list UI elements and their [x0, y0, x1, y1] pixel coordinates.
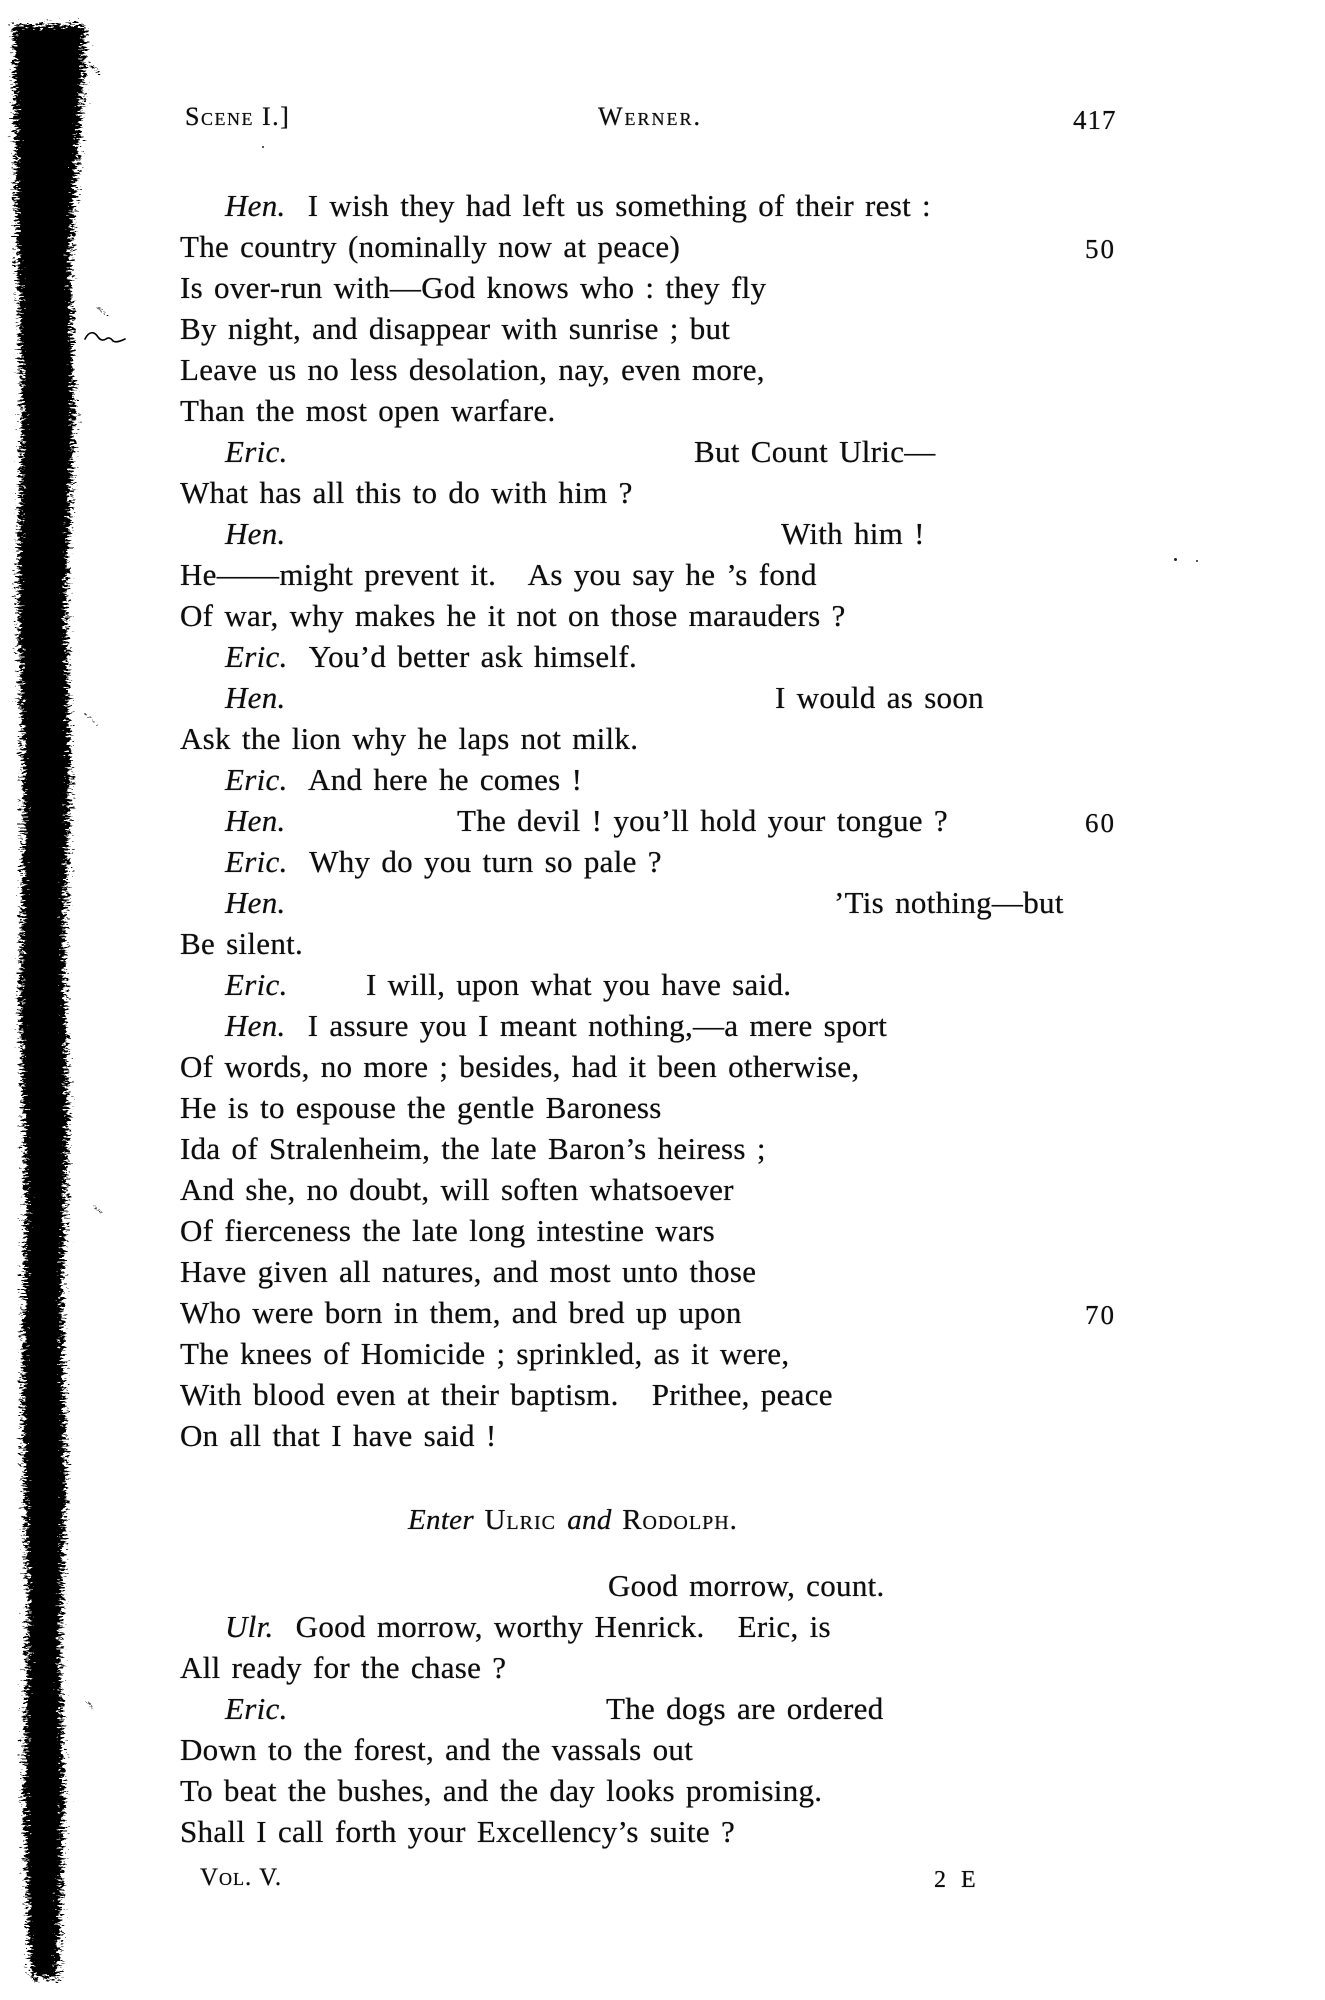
speaker-label: Eric.: [225, 434, 288, 469]
verse-text: I assure you I meant nothing,—a mere sport: [285, 1008, 888, 1043]
speaker-label: Hen.: [225, 516, 286, 551]
header-page-number: 417: [1073, 105, 1117, 135]
verse-text: The country (nominally now at peace): [180, 229, 681, 264]
speaker-label: Eric.: [225, 639, 288, 674]
verse-line: [180, 349, 1325, 390]
verse-line: [180, 1770, 1325, 1811]
stage-direction-text: Enter: [408, 1504, 485, 1536]
ink-speck: [1174, 558, 1177, 561]
verse-text: The knees of Homicide ; sprinkled, as it were,: [180, 1336, 790, 1371]
verse-line: [180, 390, 1325, 431]
verse-text: But Count Ulric—: [694, 434, 936, 469]
verse-text: ’Tis nothing—but: [834, 885, 1064, 920]
verse-line: [180, 1333, 1325, 1374]
verse-line: [180, 1169, 1325, 1210]
verse-line: [180, 226, 1325, 267]
stage-direction-text: Ulric: [484, 1504, 568, 1536]
verse-text: Shall I call forth your Excellency’s suite ?: [180, 1814, 736, 1849]
verse-text: He——might prevent it. As you say he ’s fond: [180, 557, 817, 592]
verse-line: [180, 431, 1325, 472]
verse-text: I wish they had left us something of their rest :: [285, 188, 931, 223]
verse-line: [180, 1087, 1325, 1128]
speaker-label: Eric.: [225, 844, 288, 879]
verse-line: [180, 1005, 1325, 1046]
verse-text: Leave us no less desolation, nay, even more,: [180, 352, 765, 387]
verse-line: [180, 759, 1325, 800]
verse-line: [180, 1415, 1325, 1456]
line-number: 60: [1085, 808, 1116, 838]
text-block: [180, 185, 1325, 1852]
verse-text: Down to the forest, and the vassals out: [180, 1732, 694, 1767]
verse-text: He is to espouse the gentle Baroness: [180, 1090, 662, 1125]
verse-text: Of fierceness the late long intestine wars: [180, 1213, 716, 1248]
ink-speck: [1196, 560, 1198, 562]
verse-line: [180, 595, 1325, 636]
verse-line: [180, 513, 1325, 554]
verse-text: I would as soon: [775, 680, 984, 715]
verse-text: The devil ! you’ll hold your tongue ?: [457, 803, 948, 838]
verse-text: And she, no doubt, will soften whatsoever: [180, 1172, 734, 1207]
verse-line: [180, 267, 1325, 308]
speaker-label: Hen.: [225, 188, 286, 223]
verse-text: Is over-run with—God knows who : they fly: [180, 270, 767, 305]
verse-text: You’d better ask himself.: [287, 639, 638, 674]
verse-text: By night, and disappear with sunrise ; but: [180, 311, 731, 346]
verse-text: With blood even at their baptism. Prithee, peace: [180, 1377, 833, 1412]
verse-text: Ask the lion why he laps not milk.: [180, 721, 639, 756]
speaker-label: Eric.: [225, 1691, 288, 1726]
verse-line: [180, 554, 1325, 595]
verse-text: I will, upon what you have said.: [366, 967, 792, 1002]
verse-line: [180, 472, 1325, 513]
verse-line: [180, 882, 1325, 923]
verse-line: [180, 1046, 1325, 1087]
verse-text: Of war, why makes he it not on those marauders ?: [180, 598, 846, 633]
verse-line: [180, 308, 1325, 349]
speaker-label: Ulr.: [225, 1609, 274, 1644]
header-scene-label: Scene I.]: [185, 102, 291, 131]
verse-line: [180, 185, 1325, 226]
verse-text: All ready for the chase ?: [180, 1650, 507, 1685]
header-running-title: Werner.: [598, 102, 703, 131]
verse-text: Who were born in them, and bred up upon: [180, 1295, 742, 1330]
verse-text: Good morrow, worthy Henrick. Eric, is: [273, 1609, 831, 1644]
verse-line: [180, 923, 1325, 964]
line-number: 70: [1085, 1300, 1116, 1330]
verse-line: [180, 718, 1325, 759]
verse-line: [180, 1374, 1325, 1415]
stage-direction-text: and: [567, 1504, 623, 1536]
verse-line: [180, 1647, 1325, 1688]
verse-text: And here he comes !: [287, 762, 583, 797]
verse-line: [180, 1251, 1325, 1292]
verse-text: Why do you turn so pale ?: [287, 844, 662, 879]
footer-volume-label: Vol. V.: [200, 1864, 283, 1891]
verse-line: [180, 841, 1325, 882]
speaker-label: Hen.: [225, 1008, 286, 1043]
verse-text: With him !: [781, 516, 925, 551]
verse-line: [180, 677, 1325, 718]
verse-text: To beat the bushes, and the day looks promising.: [180, 1773, 823, 1808]
verse-text: Good morrow, count.: [608, 1568, 885, 1603]
verse-line: [180, 1128, 1325, 1169]
verse-line: [180, 1688, 1325, 1729]
verse-text: Be silent.: [180, 926, 304, 961]
verse-text: The dogs are ordered: [606, 1691, 884, 1726]
speaker-label: Eric.: [225, 967, 288, 1002]
verse-line: [180, 800, 1325, 841]
speaker-label: Eric.: [225, 762, 288, 797]
speaker-label: Hen.: [225, 680, 286, 715]
verse-text: Than the most open warfare.: [180, 393, 556, 428]
verse-line: [180, 636, 1325, 677]
verse-text: On all that I have said !: [180, 1418, 497, 1453]
line-number: 50: [1085, 234, 1116, 264]
verse-text: Ida of Stralenheim, the late Baron’s heiress ;: [180, 1131, 766, 1166]
verse-line: [180, 1565, 1325, 1606]
pen-mark: [84, 329, 126, 349]
speaker-label: Hen.: [225, 803, 286, 838]
verse-line: [180, 1811, 1325, 1852]
scan-gutter-artifact: [0, 0, 135, 2000]
verse-line: [180, 1210, 1325, 1251]
stage-direction: [180, 1500, 1325, 1541]
speaker-label: Hen.: [225, 885, 286, 920]
verse-text: Of words, no more ; besides, had it been otherwise,: [180, 1049, 860, 1084]
stage-direction-text: Rodolph.: [622, 1504, 738, 1536]
verse-text: What has all this to do with him ?: [180, 475, 633, 510]
verse-line: [180, 1606, 1325, 1647]
verse-line: [180, 1729, 1325, 1770]
ink-speck: [262, 146, 264, 148]
verse-line: [180, 964, 1325, 1005]
verse-text: Have given all natures, and most unto those: [180, 1254, 757, 1289]
verse-line: [180, 1292, 1325, 1333]
footer-signature-mark: 2 E: [934, 1867, 977, 1893]
